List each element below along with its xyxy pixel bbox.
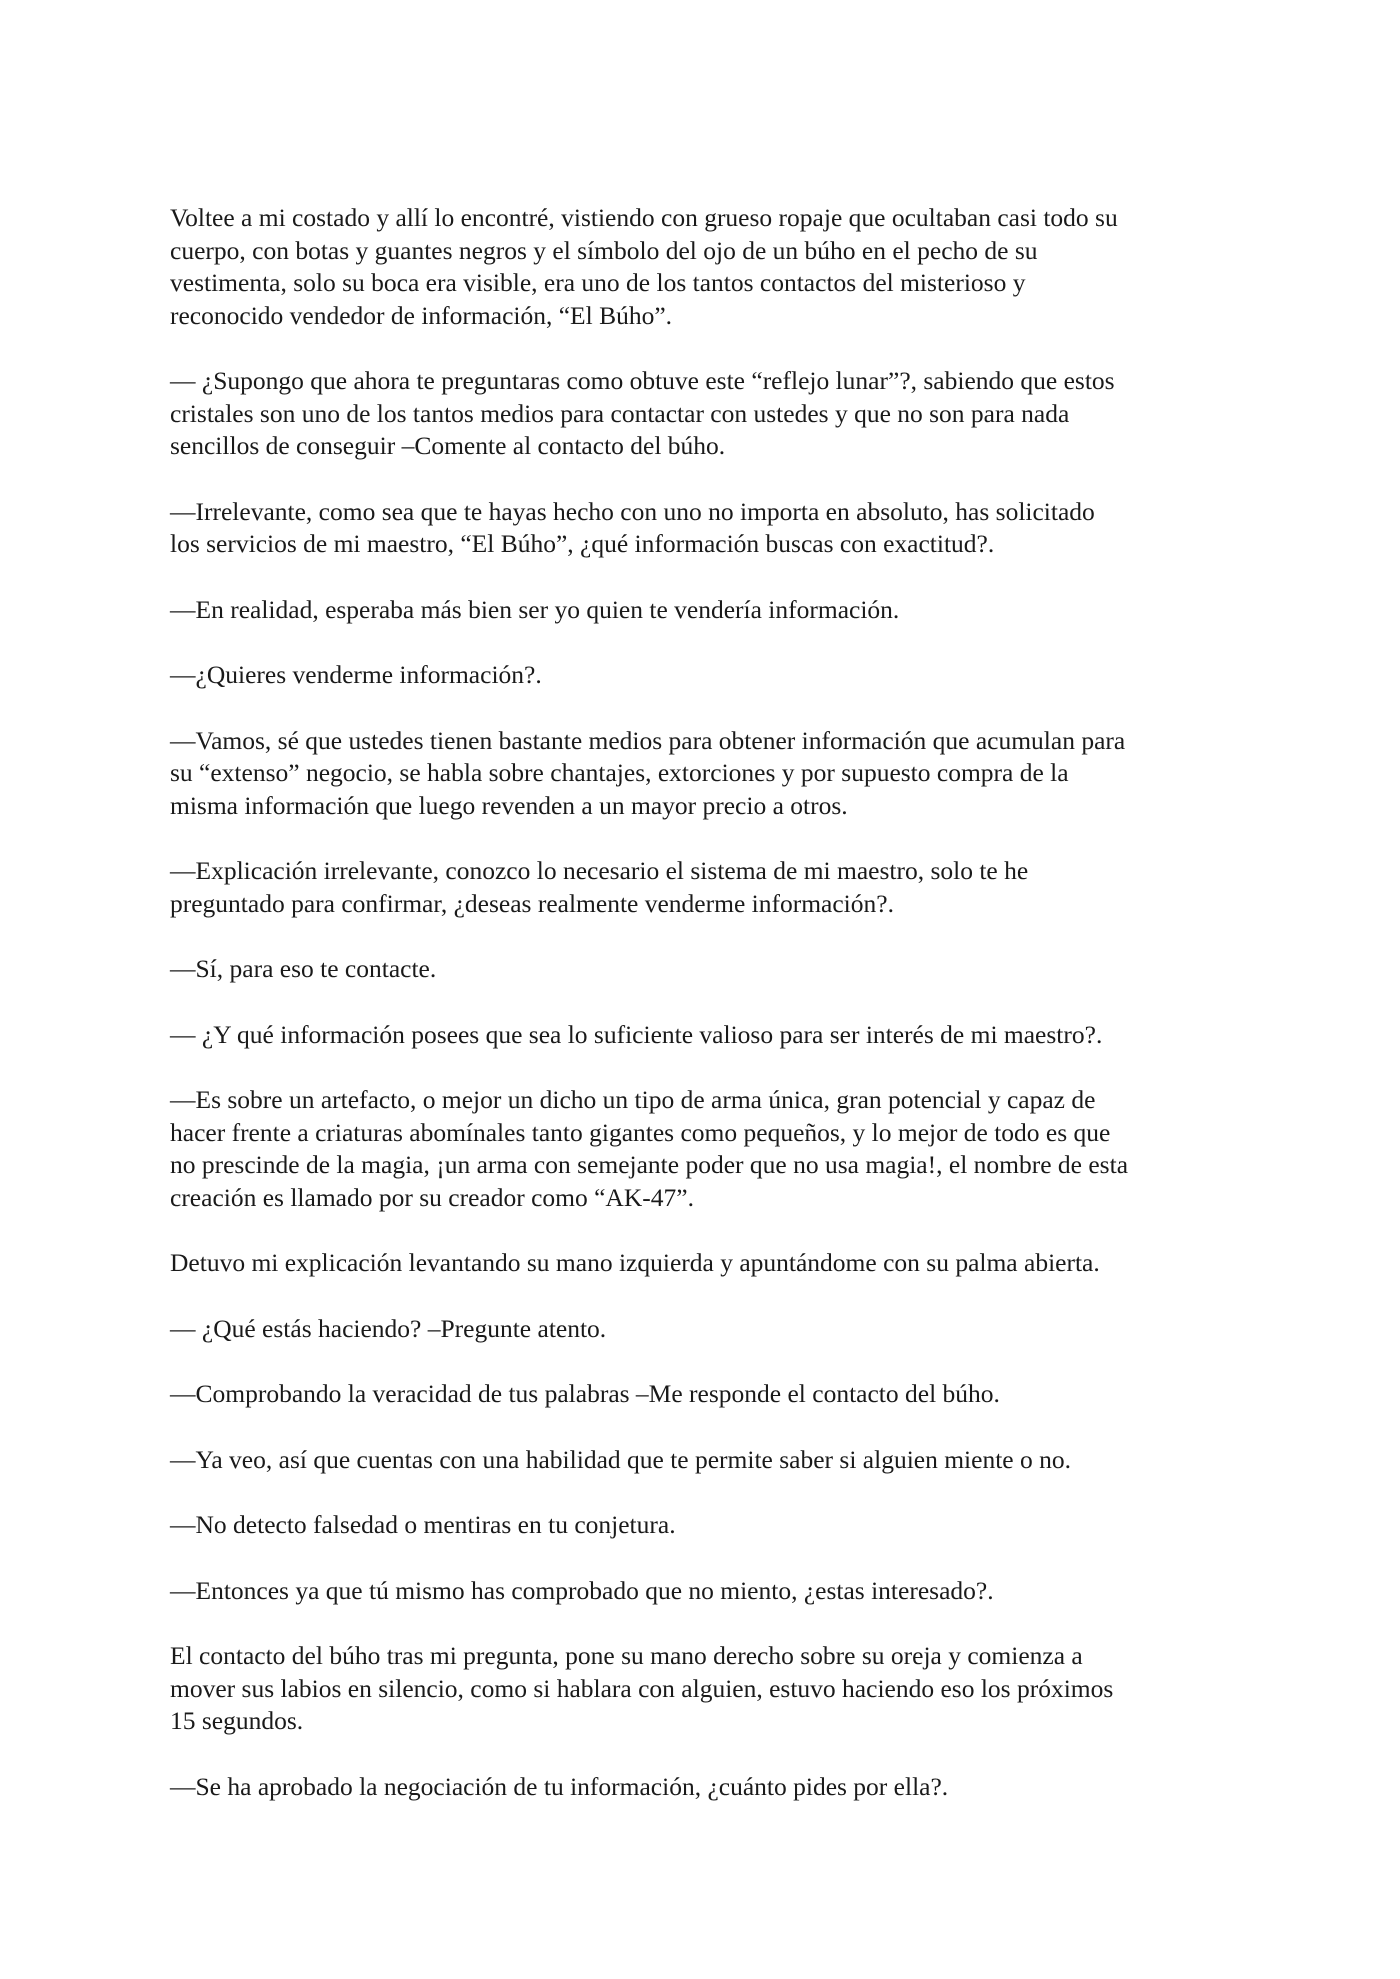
paragraph-5: —¿Quieres venderme información?.: [170, 660, 542, 689]
paragraph-14: —Ya veo, así que cuentas con una habilidad que te permite saber si alguien miente o no.: [170, 1444, 1071, 1474]
paragraph-15: —No detecto falsedad o mentiras en tu conjetura.: [170, 1510, 676, 1539]
paragraph-3: —Irrelevante, como sea que te hayas hecho con uno no importa en absoluto, has solicitado los servicios de mi maestro, “El Búho”, ¿qué información buscas con exactitud?.: [170, 496, 1095, 558]
paragraph-4: —En realidad, esperaba más bien ser yo quien te vendería información.: [170, 594, 900, 624]
paragraph-16: —Entonces ya que tú mismo has comprobado que no miento, ¿estas interesado?.: [170, 1575, 994, 1605]
paragraph-12: — ¿Qué estás haciendo? –Pregunte atento.: [170, 1313, 607, 1343]
paragraph-9: — ¿Y qué información posees que sea lo suficiente valioso para ser interés de mi maestro?.: [170, 1019, 1103, 1049]
paragraph-18: —Se ha aprobado la negociación de tu información, ¿cuánto pides por ella?.: [170, 1771, 949, 1801]
paragraph-7: —Explicación irrelevante, conozco lo necesario el sistema de mi maestro, solo te he preguntado para confirmar, ¿deseas realmente venderme información?.: [170, 856, 1029, 918]
paragraph-8: —Sí, para eso te contacte.: [170, 954, 437, 983]
paragraph-11: Detuvo mi explicación levantando su mano izquierda y apuntándome con su palma abierta.: [170, 1248, 1100, 1277]
paragraph-1: Voltee a mi costado y allí lo encontré, vistiendo con grueso ropaje que ocultaban casi todo su cuerpo, con botas y guantes negros y el símbolo del ojo de un búho en el pecho de su vestimenta, solo su boca era visible, era uno de los tantos contactos del misterioso y reconocido vendedor de información, “El Búho”.: [170, 203, 1118, 330]
paragraph-13: —Comprobando la veracidad de tus palabras –Me responde el contacto del búho.: [170, 1379, 1000, 1408]
document-body: [170, 202, 1240, 1836]
paragraph-6: —Vamos, sé que ustedes tienen bastante medios para obtener información que acumulan para su “extenso” negocio, se habla sobre chantajes, extorciones y por supuesto compra de la misma información que luego revenden a un mayor precio a otros.: [170, 725, 1126, 820]
paragraph-2: — ¿Supongo que ahora te preguntaras como obtuve este “reflejo lunar”?, sabiendo que estos cristales son uno de los tantos medios para contactar con ustedes y que no son para nada sencillos de conseguir –Comente al contacto del búho.: [170, 366, 1115, 460]
paragraph-10: —Es sobre un artefacto, o mejor un dicho un tipo de arma única, gran potencial y capaz de hacer frente a criaturas abomínales tanto gigantes como pequeños, y lo mejor de todo es que no prescinde de la magia, ¡un arma con semejante poder que no usa magia!, el nombre de esta creación es llamado por su creador como “AK-47”.: [170, 1085, 1129, 1212]
paragraph-17: El contacto del búho tras mi pregunta, pone su mano derecho sobre su oreja y comienza a mover sus labios en silencio, como si hablara con alguien, estuvo haciendo eso los próximos 15 segundos.: [170, 1641, 1114, 1735]
